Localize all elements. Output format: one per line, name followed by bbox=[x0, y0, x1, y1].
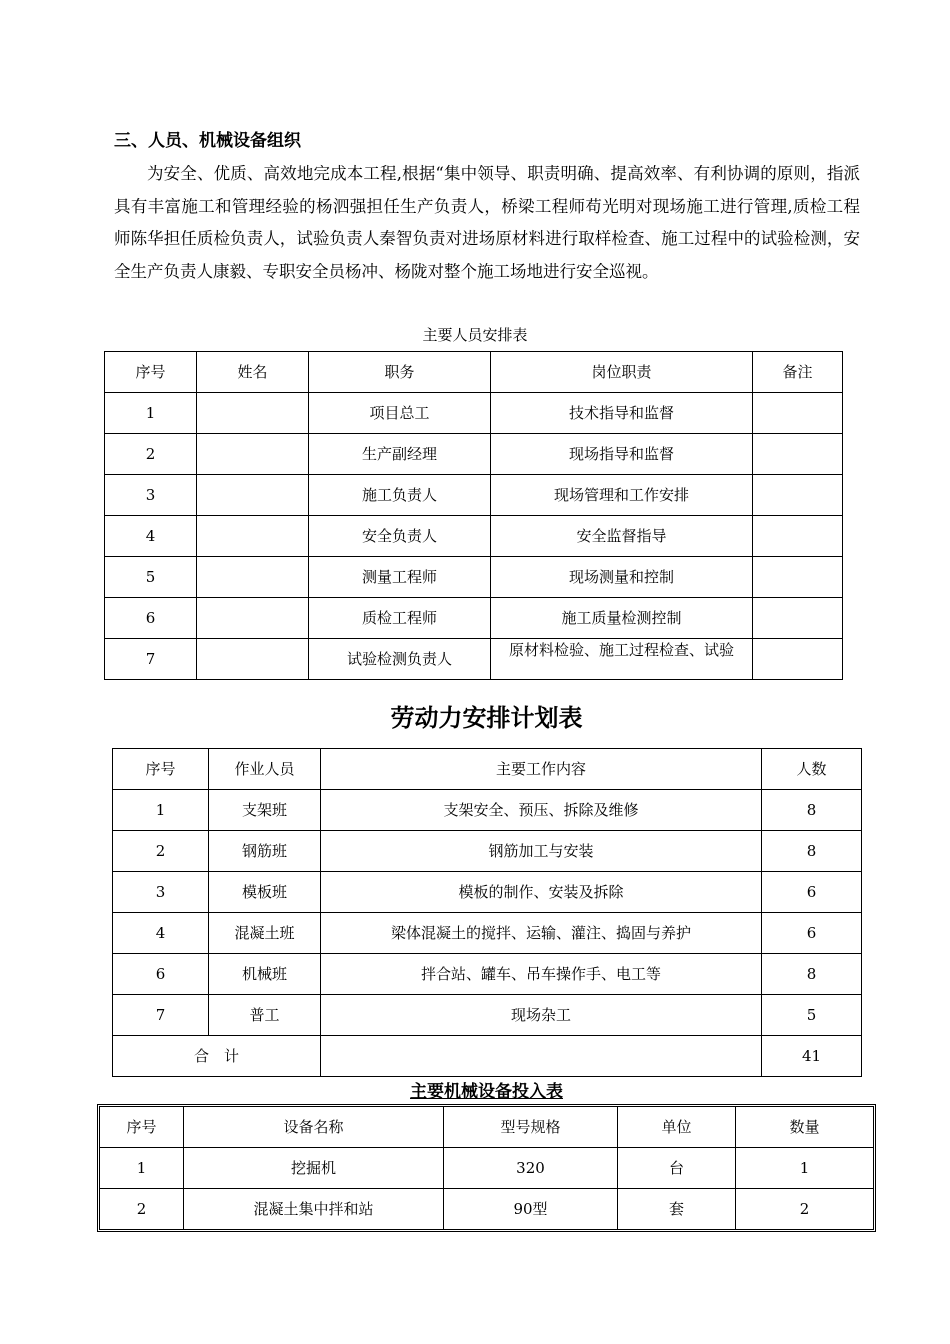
table-header-row bbox=[105, 352, 843, 393]
table-cell bbox=[197, 434, 309, 475]
table-cell: 7 bbox=[113, 995, 209, 1036]
personnel-table bbox=[104, 351, 843, 680]
header-cell: 数量 bbox=[736, 1107, 874, 1148]
intro-paragraph bbox=[114, 158, 860, 288]
table-cell: 1 bbox=[105, 393, 197, 434]
table-cell: 1 bbox=[100, 1148, 184, 1189]
table-cell: 3 bbox=[105, 475, 197, 516]
table-cell: 挖掘机 bbox=[184, 1148, 444, 1189]
table-cell bbox=[197, 475, 309, 516]
table-row bbox=[105, 393, 843, 434]
header-cell: 备注 bbox=[753, 352, 843, 393]
table-row bbox=[105, 434, 843, 475]
section-heading: 三、人员、机械设备组织 bbox=[114, 131, 301, 151]
table-cell: 2 bbox=[105, 434, 197, 475]
header-cell: 人数 bbox=[762, 749, 862, 790]
table-cell: 施工质量检测控制 bbox=[491, 598, 753, 639]
table-row bbox=[100, 1148, 874, 1189]
table-cell: 技术指导和监督 bbox=[491, 393, 753, 434]
table-cell: 台 bbox=[618, 1148, 736, 1189]
total-content-cell bbox=[321, 1036, 762, 1077]
table-cell: 2 bbox=[736, 1189, 874, 1230]
header-cell: 作业人员 bbox=[209, 749, 321, 790]
table-row bbox=[105, 475, 843, 516]
table-header-row bbox=[100, 1107, 874, 1148]
table-cell bbox=[753, 557, 843, 598]
table-cell: 项目总工 bbox=[309, 393, 491, 434]
table-cell bbox=[753, 516, 843, 557]
header-cell: 型号规格 bbox=[444, 1107, 618, 1148]
table-cell: 现场测量和控制 bbox=[491, 557, 753, 598]
equipment-table bbox=[99, 1106, 874, 1230]
table-cell: 安全负责人 bbox=[309, 516, 491, 557]
table-cell bbox=[753, 393, 843, 434]
table-cell: 3 bbox=[113, 872, 209, 913]
header-cell: 序号 bbox=[105, 352, 197, 393]
total-label: 合 计 bbox=[113, 1036, 321, 1077]
total-value: 41 bbox=[762, 1036, 862, 1077]
table-cell: 2 bbox=[113, 831, 209, 872]
table-cell: 机械班 bbox=[209, 954, 321, 995]
paragraph-text: 为安全、优质、高效地完成本工程,根据“集中领导、职责明确、提高效率、有利协调的原则，指派具有丰富施工和管理经验的杨泗强担任生产负责人，桥梁工程师苟光明对现场施工进行管理,质检工程师陈华担任质检负责人，试验负责人秦智负责对进场原材料进行取样检查、施工过程中的试验检测，安全生产负责人康毅、专职安全员杨冲、杨陇对整个施工场地进行安全巡视。 bbox=[114, 164, 860, 281]
table-cell bbox=[491, 639, 753, 680]
table-cell bbox=[197, 557, 309, 598]
table-cell: 6 bbox=[762, 872, 862, 913]
table-row bbox=[113, 831, 862, 872]
table-cell: 8 bbox=[762, 954, 862, 995]
labor-table bbox=[112, 748, 862, 1077]
table-cell: 5 bbox=[762, 995, 862, 1036]
table-row bbox=[105, 639, 843, 680]
table-header-row bbox=[113, 749, 862, 790]
table-cell: 模板班 bbox=[209, 872, 321, 913]
header-cell: 单位 bbox=[618, 1107, 736, 1148]
table-cell bbox=[197, 639, 309, 680]
table-cell bbox=[197, 393, 309, 434]
table-cell: 梁体混凝土的搅拌、运输、灌注、捣固与养护 bbox=[321, 913, 762, 954]
table-cell: 现场指导和监督 bbox=[491, 434, 753, 475]
table-cell: 试验检测负责人 bbox=[309, 639, 491, 680]
table-cell: 1 bbox=[736, 1148, 874, 1189]
table-cell: 支架班 bbox=[209, 790, 321, 831]
table-cell: 混凝土集中拌和站 bbox=[184, 1189, 444, 1230]
header-cell: 序号 bbox=[113, 749, 209, 790]
table-cell: 6 bbox=[113, 954, 209, 995]
table-cell: 6 bbox=[762, 913, 862, 954]
labor-table-title: 劳动力安排计划表 bbox=[390, 704, 583, 732]
table-cell: 现场管理和工作安排 bbox=[491, 475, 753, 516]
table-cell: 安全监督指导 bbox=[491, 516, 753, 557]
table-cell: 2 bbox=[100, 1189, 184, 1230]
table-row bbox=[105, 516, 843, 557]
table-row bbox=[113, 790, 862, 831]
header-cell: 主要工作内容 bbox=[321, 749, 762, 790]
table-cell: 质检工程师 bbox=[309, 598, 491, 639]
table-row bbox=[113, 913, 862, 954]
table-cell bbox=[753, 434, 843, 475]
table-cell: 普工 bbox=[209, 995, 321, 1036]
total-row bbox=[113, 1036, 862, 1077]
table-cell: 7 bbox=[105, 639, 197, 680]
table-cell: 测量工程师 bbox=[309, 557, 491, 598]
table-cell: 钢筋加工与安装 bbox=[321, 831, 762, 872]
table-row bbox=[113, 872, 862, 913]
table-cell: 生产副经理 bbox=[309, 434, 491, 475]
clipped-cell-text: 原材料检验、施工过程检查、试验 bbox=[508, 640, 734, 659]
header-cell: 职务 bbox=[309, 352, 491, 393]
table-row bbox=[105, 557, 843, 598]
table-cell: 混凝土班 bbox=[209, 913, 321, 954]
table-cell: 现场杂工 bbox=[321, 995, 762, 1036]
table-cell: 支架安全、预压、拆除及维修 bbox=[321, 790, 762, 831]
table-cell: 320 bbox=[444, 1148, 618, 1189]
table-cell: 1 bbox=[113, 790, 209, 831]
table-row bbox=[100, 1189, 874, 1230]
table-row bbox=[105, 598, 843, 639]
table-cell: 8 bbox=[762, 790, 862, 831]
table-cell bbox=[197, 516, 309, 557]
table-cell: 套 bbox=[618, 1189, 736, 1230]
table-cell: 施工负责人 bbox=[309, 475, 491, 516]
header-cell: 姓名 bbox=[197, 352, 309, 393]
table-cell: 6 bbox=[105, 598, 197, 639]
table-cell bbox=[197, 598, 309, 639]
table-cell: 拌合站、罐车、吊车操作手、电工等 bbox=[321, 954, 762, 995]
header-cell: 序号 bbox=[100, 1107, 184, 1148]
table-cell bbox=[753, 475, 843, 516]
table-cell: 4 bbox=[113, 913, 209, 954]
table-cell: 模板的制作、安装及拆除 bbox=[321, 872, 762, 913]
table-cell: 5 bbox=[105, 557, 197, 598]
table-cell bbox=[753, 598, 843, 639]
table-cell: 钢筋班 bbox=[209, 831, 321, 872]
table-cell bbox=[753, 639, 843, 680]
table-cell: 4 bbox=[105, 516, 197, 557]
header-cell: 设备名称 bbox=[184, 1107, 444, 1148]
equipment-table-title: 主要机械设备投入表 bbox=[410, 1082, 563, 1102]
table-cell: 8 bbox=[762, 831, 862, 872]
header-cell: 岗位职责 bbox=[491, 352, 753, 393]
table-row bbox=[113, 954, 862, 995]
personnel-table-caption: 主要人员安排表 bbox=[422, 326, 528, 344]
table-cell: 90型 bbox=[444, 1189, 618, 1230]
table-row bbox=[113, 995, 862, 1036]
